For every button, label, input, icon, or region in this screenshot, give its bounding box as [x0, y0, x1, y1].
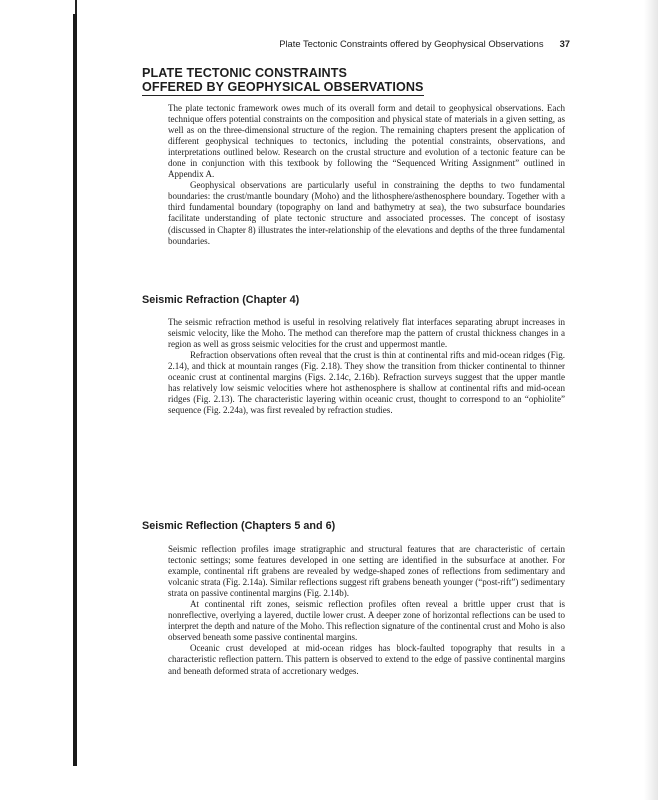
intro-text [168, 103, 565, 247]
refraction-paragraph-2: Refraction observations often reveal that the crust is thin at continental rifts and mid-ocean ridges (Fig. 2.14), and thick at mountain ranges (Fig. 2.18). They show the transition from thicker continental to thinner oceanic crust at continental margins (Figs. 2.14c, 2.16b). Refraction surveys suggest that the upper mantle has relatively low seismic velocities where hot asthenosphere is shallow at continental rifts and mid-ocean ridges (Fig. 2.13). The characteristic layering within oceanic crust, thought to correspond to an “ophiolite” sequence (Fig. 2.24a), was first revealed by refraction studies. [168, 350, 565, 416]
refraction-paragraph-1: The seismic refraction method is useful in resolving relatively flat interfaces separating abrupt increases in seismic velocity, like the Moho. The method can therefore map the pattern of crustal thickness changes in a region as well as gross seismic velocities for the crust and uppermost mantle. [168, 317, 565, 350]
title-line-2: OFFERED BY GEOPHYSICAL OBSERVATIONS [142, 80, 424, 94]
intro-paragraph-2: Geophysical observations are particularly useful in constraining the depths to two fundamental boundaries: the crust/mantle boundary (Moho) and the lithosphere/asthenosphere boundary. Together with a third fundamental boundary (topography on land and bathymetry at sea), the two subsurface boundaries facilitate understanding of plate tectonic structure and associated processes. The concept of isostasy (discussed in Chapter 8) illustrates the inter-relationship of the elevations and depths of the three fundamental boundaries. [168, 180, 566, 246]
binding-edge [73, 14, 77, 766]
running-title: Plate Tectonic Constraints offered by Geophysical Observations [279, 38, 544, 49]
intro-paragraph-1: The plate tectonic framework owes much of its overall form and detail to geophysical observations. Each technique offers potential constraints on the composition and physical state of materials in a given setting, as well as on the three-dimensional structure of the region. The remaining chapters present the application of different geophysical techniques to tectonics, including the potential constraints, observations, and interpretations outlined below. Research on the crustal structure and evolution of a tectonic feature can be done in conjunction with this textbook by following the “Sequenced Writing Assignment” outlined in Appendix A. [168, 103, 565, 180]
reflection-paragraph-1: Seismic reflection profiles image stratigraphic and structural features that are characteristic of certain tectonic settings; some features developed in one setting are identified in the subsurface at another. For example, continental rift grabens are revealed by wedge-shaped zones of reflections from sedimentary and volcanic strata (Fig. 2.14a). Similar reflections suggest rift grabens beneath younger (“post-rift”) sedimentary strata on passive continental margins (Fig. 2.14b). [168, 544, 565, 599]
scan-edge-shadow [644, 0, 658, 800]
reflection-heading: Seismic Reflection (Chapters 5 and 6) [142, 520, 336, 532]
page-number: 37 [559, 38, 570, 49]
refraction-heading: Seismic Refraction (Chapter 4) [142, 294, 300, 306]
running-header [140, 38, 570, 49]
reflection-paragraph-3: Oceanic crust developed at mid-ocean ridges has block-faulted topography that results in a characteristic reflection pattern. This pattern is observed to extend to the edge of passive continental margins and beneath deformed strata of accretionary wedges. [168, 643, 565, 676]
chapter-section-title [142, 66, 572, 96]
refraction-text [168, 317, 565, 416]
reflection-paragraph-2: At continental rift zones, seismic reflection profiles often reveal a brittle upper crust that is nonreflective, overlying a layered, ductile lower crust. A deeper zone of horizontal reflections can be used to interpret the depth and nature of the Moho. This reflection signature of the continental crust and Moho is also observed beneath some passive continental margins. [168, 599, 565, 643]
reflection-text [168, 544, 565, 677]
title-line-1: PLATE TECTONIC CONSTRAINTS [142, 66, 348, 80]
